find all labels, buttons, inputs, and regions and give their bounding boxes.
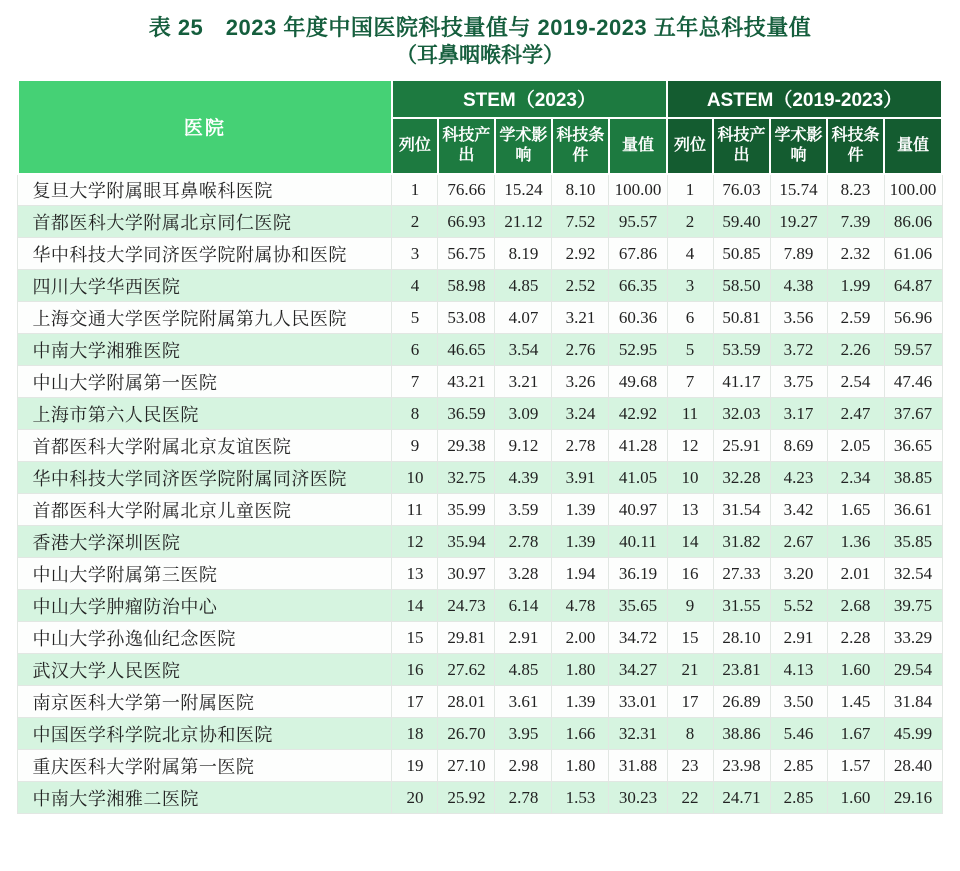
stem-cell-value: 40.97 bbox=[609, 494, 667, 526]
stem-cell-rank: 17 bbox=[392, 686, 438, 718]
astem-col-value: 量值 bbox=[884, 118, 942, 174]
hospital-name: 上海市第六人民医院 bbox=[18, 398, 392, 430]
table-row bbox=[18, 558, 942, 590]
stem-cell-impact: 2.98 bbox=[495, 750, 552, 782]
stem-cell-value: 41.05 bbox=[609, 462, 667, 494]
stem-cell-impact: 3.09 bbox=[495, 398, 552, 430]
astem-cell-value: 36.65 bbox=[884, 430, 942, 462]
hospital-name: 首都医科大学附属北京儿童医院 bbox=[18, 494, 392, 526]
stem-cell-rank: 4 bbox=[392, 270, 438, 302]
stem-cell-rank: 5 bbox=[392, 302, 438, 334]
astem-cell-value: 100.00 bbox=[884, 174, 942, 206]
astem-cell-value: 32.54 bbox=[884, 558, 942, 590]
astem-cell-output: 50.81 bbox=[713, 302, 770, 334]
astem-cell-output: 31.54 bbox=[713, 494, 770, 526]
astem-cell-value: 29.16 bbox=[884, 782, 942, 814]
astem-cell-output: 31.82 bbox=[713, 526, 770, 558]
astem-cell-condition: 1.60 bbox=[827, 782, 884, 814]
stem-cell-condition: 2.76 bbox=[552, 334, 609, 366]
hospital-name: 四川大学华西医院 bbox=[18, 270, 392, 302]
table-title-line2: （耳鼻咽喉科学） bbox=[396, 44, 564, 68]
astem-cell-rank: 21 bbox=[667, 654, 713, 686]
table-title-line1: 表 25 2023 年度中国医院科技量值与 2019-2023 五年总科技量值 bbox=[148, 15, 812, 40]
stem-cell-value: 67.86 bbox=[609, 238, 667, 270]
stem-cell-impact: 3.59 bbox=[495, 494, 552, 526]
stem-cell-value: 95.57 bbox=[609, 206, 667, 238]
astem-col-impact: 学术影响 bbox=[770, 118, 827, 174]
table-row bbox=[18, 334, 942, 366]
astem-cell-impact: 3.42 bbox=[770, 494, 827, 526]
stem-cell-value: 30.23 bbox=[609, 782, 667, 814]
table-row bbox=[18, 718, 942, 750]
stem-cell-rank: 7 bbox=[392, 366, 438, 398]
astem-cell-condition: 8.23 bbox=[827, 174, 884, 206]
astem-cell-condition: 2.59 bbox=[827, 302, 884, 334]
astem-cell-value: 61.06 bbox=[884, 238, 942, 270]
astem-cell-impact: 3.75 bbox=[770, 366, 827, 398]
header-group-row bbox=[18, 80, 942, 118]
table-row bbox=[18, 590, 942, 622]
astem-group-header: ASTEM（2019-2023） bbox=[667, 80, 942, 118]
astem-cell-value: 59.57 bbox=[884, 334, 942, 366]
astem-cell-impact: 7.89 bbox=[770, 238, 827, 270]
stem-cell-value: 42.92 bbox=[609, 398, 667, 430]
stem-cell-impact: 4.85 bbox=[495, 270, 552, 302]
stem-cell-value: 32.31 bbox=[609, 718, 667, 750]
stem-cell-impact: 4.07 bbox=[495, 302, 552, 334]
table-row bbox=[18, 430, 942, 462]
astem-cell-output: 41.17 bbox=[713, 366, 770, 398]
astem-cell-condition: 2.05 bbox=[827, 430, 884, 462]
stem-cell-impact: 8.19 bbox=[495, 238, 552, 270]
astem-cell-value: 33.29 bbox=[884, 622, 942, 654]
stem-cell-impact: 3.28 bbox=[495, 558, 552, 590]
hospital-column-header: 医院 bbox=[18, 80, 392, 174]
table-row bbox=[18, 622, 942, 654]
astem-cell-value: 45.99 bbox=[884, 718, 942, 750]
stem-cell-output: 46.65 bbox=[438, 334, 495, 366]
astem-cell-condition: 7.39 bbox=[827, 206, 884, 238]
stem-cell-value: 66.35 bbox=[609, 270, 667, 302]
stem-cell-rank: 6 bbox=[392, 334, 438, 366]
hospital-name: 南京医科大学第一附属医院 bbox=[18, 686, 392, 718]
stem-cell-impact: 3.95 bbox=[495, 718, 552, 750]
astem-cell-impact: 4.38 bbox=[770, 270, 827, 302]
stem-cell-output: 25.92 bbox=[438, 782, 495, 814]
stem-cell-value: 35.65 bbox=[609, 590, 667, 622]
table-row bbox=[18, 686, 942, 718]
astem-cell-impact: 5.52 bbox=[770, 590, 827, 622]
astem-col-rank: 列位 bbox=[667, 118, 713, 174]
table-row bbox=[18, 366, 942, 398]
astem-cell-condition: 2.28 bbox=[827, 622, 884, 654]
table-row bbox=[18, 782, 942, 814]
hospital-name: 香港大学深圳医院 bbox=[18, 526, 392, 558]
stem-cell-value: 34.27 bbox=[609, 654, 667, 686]
astem-cell-value: 29.54 bbox=[884, 654, 942, 686]
astem-cell-rank: 22 bbox=[667, 782, 713, 814]
stem-col-value: 量值 bbox=[609, 118, 667, 174]
astem-cell-condition: 1.67 bbox=[827, 718, 884, 750]
stem-cell-condition: 3.24 bbox=[552, 398, 609, 430]
stem-cell-output: 29.38 bbox=[438, 430, 495, 462]
stem-cell-impact: 4.85 bbox=[495, 654, 552, 686]
table-row bbox=[18, 174, 942, 206]
stem-cell-rank: 16 bbox=[392, 654, 438, 686]
astem-cell-output: 50.85 bbox=[713, 238, 770, 270]
astem-cell-impact: 4.13 bbox=[770, 654, 827, 686]
stem-cell-rank: 10 bbox=[392, 462, 438, 494]
astem-cell-output: 59.40 bbox=[713, 206, 770, 238]
stem-cell-output: 53.08 bbox=[438, 302, 495, 334]
hospital-name: 复旦大学附属眼耳鼻喉科医院 bbox=[18, 174, 392, 206]
astem-cell-condition: 1.57 bbox=[827, 750, 884, 782]
stem-cell-impact: 4.39 bbox=[495, 462, 552, 494]
hospital-name: 中南大学湘雅二医院 bbox=[18, 782, 392, 814]
astem-cell-value: 28.40 bbox=[884, 750, 942, 782]
astem-cell-impact: 19.27 bbox=[770, 206, 827, 238]
stem-cell-rank: 20 bbox=[392, 782, 438, 814]
stem-cell-condition: 1.66 bbox=[552, 718, 609, 750]
stem-cell-output: 30.97 bbox=[438, 558, 495, 590]
astem-cell-output: 24.71 bbox=[713, 782, 770, 814]
hospital-name: 武汉大学人民医院 bbox=[18, 654, 392, 686]
astem-cell-rank: 4 bbox=[667, 238, 713, 270]
stem-cell-output: 26.70 bbox=[438, 718, 495, 750]
stem-cell-rank: 19 bbox=[392, 750, 438, 782]
stem-cell-condition: 4.78 bbox=[552, 590, 609, 622]
stem-cell-value: 40.11 bbox=[609, 526, 667, 558]
astem-cell-condition: 2.54 bbox=[827, 366, 884, 398]
stem-cell-rank: 9 bbox=[392, 430, 438, 462]
astem-cell-impact: 3.50 bbox=[770, 686, 827, 718]
stem-cell-value: 36.19 bbox=[609, 558, 667, 590]
stem-cell-output: 76.66 bbox=[438, 174, 495, 206]
astem-cell-rank: 10 bbox=[667, 462, 713, 494]
stem-cell-impact: 2.78 bbox=[495, 782, 552, 814]
astem-cell-impact: 3.56 bbox=[770, 302, 827, 334]
astem-cell-condition: 2.26 bbox=[827, 334, 884, 366]
stem-cell-output: 43.21 bbox=[438, 366, 495, 398]
astem-cell-rank: 13 bbox=[667, 494, 713, 526]
astem-cell-output: 32.28 bbox=[713, 462, 770, 494]
stem-cell-value: 52.95 bbox=[609, 334, 667, 366]
stem-cell-impact: 9.12 bbox=[495, 430, 552, 462]
hospital-name: 中山大学肿瘤防治中心 bbox=[18, 590, 392, 622]
astem-cell-impact: 4.23 bbox=[770, 462, 827, 494]
astem-cell-rank: 9 bbox=[667, 590, 713, 622]
astem-col-output: 科技产出 bbox=[713, 118, 770, 174]
astem-cell-rank: 12 bbox=[667, 430, 713, 462]
astem-cell-output: 31.55 bbox=[713, 590, 770, 622]
astem-cell-impact: 3.20 bbox=[770, 558, 827, 590]
astem-cell-condition: 1.60 bbox=[827, 654, 884, 686]
astem-cell-value: 31.84 bbox=[884, 686, 942, 718]
stem-cell-condition: 2.00 bbox=[552, 622, 609, 654]
table-row bbox=[18, 494, 942, 526]
astem-cell-condition: 2.68 bbox=[827, 590, 884, 622]
astem-cell-impact: 2.85 bbox=[770, 782, 827, 814]
stem-cell-output: 24.73 bbox=[438, 590, 495, 622]
table-row bbox=[18, 526, 942, 558]
stem-cell-value: 31.88 bbox=[609, 750, 667, 782]
stem-cell-condition: 3.21 bbox=[552, 302, 609, 334]
stem-cell-condition: 1.80 bbox=[552, 750, 609, 782]
stem-cell-impact: 2.78 bbox=[495, 526, 552, 558]
astem-cell-condition: 2.01 bbox=[827, 558, 884, 590]
stem-cell-value: 33.01 bbox=[609, 686, 667, 718]
astem-cell-output: 76.03 bbox=[713, 174, 770, 206]
stem-cell-condition: 2.78 bbox=[552, 430, 609, 462]
hospital-name: 重庆医科大学附属第一医院 bbox=[18, 750, 392, 782]
stem-cell-condition: 1.39 bbox=[552, 526, 609, 558]
stem-cell-condition: 2.92 bbox=[552, 238, 609, 270]
hospital-name: 中国医学科学院北京协和医院 bbox=[18, 718, 392, 750]
table-title bbox=[0, 13, 960, 70]
astem-cell-impact: 3.72 bbox=[770, 334, 827, 366]
astem-cell-impact: 2.85 bbox=[770, 750, 827, 782]
astem-col-condition: 科技条件 bbox=[827, 118, 884, 174]
astem-cell-condition: 1.45 bbox=[827, 686, 884, 718]
stem-cell-condition: 2.52 bbox=[552, 270, 609, 302]
table-row bbox=[18, 750, 942, 782]
stem-cell-rank: 18 bbox=[392, 718, 438, 750]
astem-cell-rank: 14 bbox=[667, 526, 713, 558]
astem-cell-impact: 5.46 bbox=[770, 718, 827, 750]
table-row bbox=[18, 654, 942, 686]
table-row bbox=[18, 302, 942, 334]
stem-cell-condition: 1.39 bbox=[552, 686, 609, 718]
stem-cell-rank: 12 bbox=[392, 526, 438, 558]
hospital-name: 中山大学附属第一医院 bbox=[18, 366, 392, 398]
hospital-name: 中山大学孙逸仙纪念医院 bbox=[18, 622, 392, 654]
table-body bbox=[18, 174, 942, 814]
stem-cell-output: 27.10 bbox=[438, 750, 495, 782]
astem-cell-output: 28.10 bbox=[713, 622, 770, 654]
stem-col-condition: 科技条件 bbox=[552, 118, 609, 174]
stem-cell-condition: 1.53 bbox=[552, 782, 609, 814]
astem-cell-value: 64.87 bbox=[884, 270, 942, 302]
table-row bbox=[18, 270, 942, 302]
hospital-name: 华中科技大学同济医学院附属协和医院 bbox=[18, 238, 392, 270]
hospital-name: 首都医科大学附属北京同仁医院 bbox=[18, 206, 392, 238]
table-header bbox=[18, 80, 942, 174]
astem-cell-value: 37.67 bbox=[884, 398, 942, 430]
astem-cell-rank: 2 bbox=[667, 206, 713, 238]
stem-cell-condition: 3.26 bbox=[552, 366, 609, 398]
astem-cell-impact: 3.17 bbox=[770, 398, 827, 430]
astem-cell-impact: 2.67 bbox=[770, 526, 827, 558]
stem-cell-value: 41.28 bbox=[609, 430, 667, 462]
hospital-name: 中山大学附属第三医院 bbox=[18, 558, 392, 590]
stem-cell-output: 35.99 bbox=[438, 494, 495, 526]
astem-cell-rank: 11 bbox=[667, 398, 713, 430]
astem-cell-value: 86.06 bbox=[884, 206, 942, 238]
astem-cell-condition: 2.47 bbox=[827, 398, 884, 430]
astem-cell-value: 36.61 bbox=[884, 494, 942, 526]
stem-group-header: STEM（2023） bbox=[392, 80, 667, 118]
hospital-name: 中南大学湘雅医院 bbox=[18, 334, 392, 366]
stem-cell-rank: 14 bbox=[392, 590, 438, 622]
stem-cell-output: 36.59 bbox=[438, 398, 495, 430]
stem-cell-rank: 2 bbox=[392, 206, 438, 238]
stem-cell-rank: 11 bbox=[392, 494, 438, 526]
astem-cell-value: 56.96 bbox=[884, 302, 942, 334]
table-row bbox=[18, 462, 942, 494]
stem-cell-condition: 3.91 bbox=[552, 462, 609, 494]
astem-cell-rank: 7 bbox=[667, 366, 713, 398]
astem-cell-output: 32.03 bbox=[713, 398, 770, 430]
astem-cell-condition: 2.34 bbox=[827, 462, 884, 494]
hospital-name: 上海交通大学医学院附属第九人民医院 bbox=[18, 302, 392, 334]
astem-cell-rank: 16 bbox=[667, 558, 713, 590]
stem-cell-output: 56.75 bbox=[438, 238, 495, 270]
astem-cell-rank: 15 bbox=[667, 622, 713, 654]
astem-cell-condition: 2.32 bbox=[827, 238, 884, 270]
stem-cell-output: 29.81 bbox=[438, 622, 495, 654]
astem-cell-output: 26.89 bbox=[713, 686, 770, 718]
astem-cell-condition: 1.36 bbox=[827, 526, 884, 558]
astem-cell-rank: 5 bbox=[667, 334, 713, 366]
stem-cell-condition: 7.52 bbox=[552, 206, 609, 238]
astem-cell-value: 38.85 bbox=[884, 462, 942, 494]
astem-cell-impact: 15.74 bbox=[770, 174, 827, 206]
table-row bbox=[18, 206, 942, 238]
astem-cell-output: 23.81 bbox=[713, 654, 770, 686]
stem-cell-rank: 8 bbox=[392, 398, 438, 430]
stem-col-output: 科技产出 bbox=[438, 118, 495, 174]
stem-col-impact: 学术影响 bbox=[495, 118, 552, 174]
table-row bbox=[18, 238, 942, 270]
astem-cell-output: 27.33 bbox=[713, 558, 770, 590]
stem-cell-impact: 2.91 bbox=[495, 622, 552, 654]
astem-cell-rank: 3 bbox=[667, 270, 713, 302]
astem-cell-rank: 1 bbox=[667, 174, 713, 206]
astem-cell-impact: 2.91 bbox=[770, 622, 827, 654]
stem-cell-condition: 1.80 bbox=[552, 654, 609, 686]
stem-cell-impact: 6.14 bbox=[495, 590, 552, 622]
astem-cell-output: 58.50 bbox=[713, 270, 770, 302]
stem-cell-output: 28.01 bbox=[438, 686, 495, 718]
astem-cell-condition: 1.65 bbox=[827, 494, 884, 526]
stem-cell-rank: 3 bbox=[392, 238, 438, 270]
hospital-name: 华中科技大学同济医学院附属同济医院 bbox=[18, 462, 392, 494]
stem-cell-value: 60.36 bbox=[609, 302, 667, 334]
astem-cell-value: 39.75 bbox=[884, 590, 942, 622]
astem-cell-rank: 8 bbox=[667, 718, 713, 750]
astem-cell-output: 25.91 bbox=[713, 430, 770, 462]
stem-cell-condition: 1.39 bbox=[552, 494, 609, 526]
astem-cell-impact: 8.69 bbox=[770, 430, 827, 462]
astem-cell-output: 38.86 bbox=[713, 718, 770, 750]
astem-cell-condition: 1.99 bbox=[827, 270, 884, 302]
stem-cell-impact: 3.21 bbox=[495, 366, 552, 398]
stem-cell-output: 27.62 bbox=[438, 654, 495, 686]
astem-cell-value: 47.46 bbox=[884, 366, 942, 398]
table-row bbox=[18, 398, 942, 430]
stem-cell-output: 66.93 bbox=[438, 206, 495, 238]
astem-cell-rank: 23 bbox=[667, 750, 713, 782]
stem-cell-condition: 1.94 bbox=[552, 558, 609, 590]
stem-cell-impact: 15.24 bbox=[495, 174, 552, 206]
stem-cell-value: 34.72 bbox=[609, 622, 667, 654]
stem-cell-output: 32.75 bbox=[438, 462, 495, 494]
stem-cell-impact: 21.12 bbox=[495, 206, 552, 238]
data-table bbox=[17, 79, 943, 815]
stem-cell-rank: 13 bbox=[392, 558, 438, 590]
stem-cell-rank: 1 bbox=[392, 174, 438, 206]
stem-cell-impact: 3.61 bbox=[495, 686, 552, 718]
stem-col-rank: 列位 bbox=[392, 118, 438, 174]
astem-cell-output: 23.98 bbox=[713, 750, 770, 782]
hospital-name: 首都医科大学附属北京友谊医院 bbox=[18, 430, 392, 462]
stem-cell-value: 49.68 bbox=[609, 366, 667, 398]
stem-cell-output: 58.98 bbox=[438, 270, 495, 302]
astem-cell-rank: 6 bbox=[667, 302, 713, 334]
astem-cell-value: 35.85 bbox=[884, 526, 942, 558]
stem-cell-output: 35.94 bbox=[438, 526, 495, 558]
stem-cell-impact: 3.54 bbox=[495, 334, 552, 366]
stem-cell-value: 100.00 bbox=[609, 174, 667, 206]
astem-cell-output: 53.59 bbox=[713, 334, 770, 366]
stem-cell-rank: 15 bbox=[392, 622, 438, 654]
astem-cell-rank: 17 bbox=[667, 686, 713, 718]
stem-cell-condition: 8.10 bbox=[552, 174, 609, 206]
